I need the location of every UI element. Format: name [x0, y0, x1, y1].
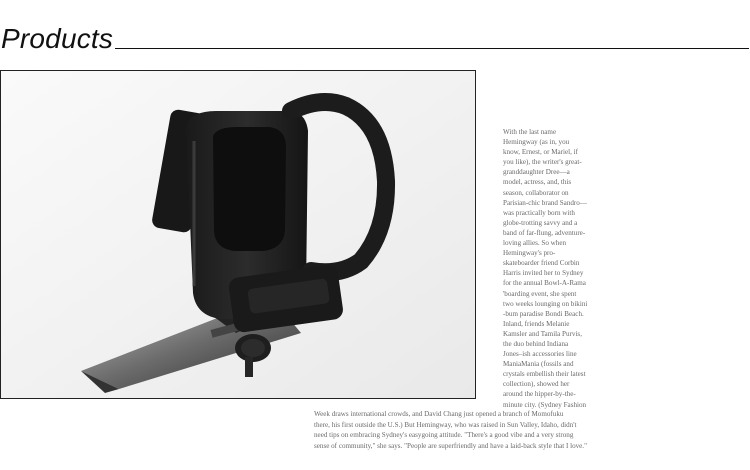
article-line: you like), the writer's great- — [503, 158, 582, 167]
article-line: the duo behind Indiana — [503, 339, 569, 348]
article-line: granddaughter Dree—a — [503, 168, 570, 177]
article-line: Kamsler and Tamila Purvis, — [503, 329, 582, 338]
article-line: sense of community," she says. "People are superfriendly and have a laid-back style that I love." — [314, 441, 587, 450]
title-divider — [115, 48, 749, 49]
article-line: skateboarder friend Corbin — [503, 259, 580, 268]
article-line: Hemingway (as in, you — [503, 138, 570, 147]
article-line: Parisian-chic brand Sandro— — [503, 198, 587, 207]
article-line: around the hipper-by-the- — [503, 390, 576, 399]
article-line: for the annual Bowl-A-Rama — [503, 279, 586, 288]
article-line: two weeks lounging on bikini — [503, 299, 588, 308]
article-line: know, Ernest, or Mariel, if — [503, 148, 578, 157]
article-line: there, his first outside the U.S.) But Hemingway, who was raised in Sun Valley, Idaho, didn't — [314, 420, 577, 429]
product-photo — [0, 70, 476, 399]
article-line: band of far-flung, adventure- — [503, 228, 586, 237]
article-line: With the last name — [503, 128, 557, 136]
article-line: -bum paradise Bondi Beach. — [503, 309, 584, 318]
phone-holder-illustration — [1, 71, 475, 398]
article-line: Inland, friends Melanie — [503, 319, 570, 328]
article-line: globe-trotting savvy and a — [503, 218, 578, 227]
article-line: ManiaMania (fossils and — [503, 360, 574, 369]
article-line: Hemingway's pro- — [503, 249, 556, 258]
article-continuation — [314, 409, 614, 451]
article-line: was practically born with — [503, 208, 575, 217]
article-line: Week draws international crowds, and David Chang just opened a branch of Momofuku — [314, 410, 564, 418]
page-title: Products — [1, 23, 114, 54]
article-line: 'boarding event, she spent — [503, 289, 577, 298]
article-line: season, collaborator on — [503, 188, 569, 197]
article-line: crystals embellish their latest — [503, 370, 586, 379]
article-line: need tips on embracing Sydney's easygoing attitude. "There's a good vibe and a very strong — [314, 431, 574, 439]
article-line: minute city. (Sydney Fashion — [503, 400, 587, 409]
article-line: model, actress, and, this — [503, 178, 572, 187]
article-line: Jones–ish accessories line — [503, 350, 577, 359]
article-line: loving allies. So when — [503, 239, 567, 248]
article-line: collection), showed her — [503, 380, 570, 389]
article-column — [503, 127, 603, 410]
article-line: Harris invited her to Sydney — [503, 269, 584, 278]
